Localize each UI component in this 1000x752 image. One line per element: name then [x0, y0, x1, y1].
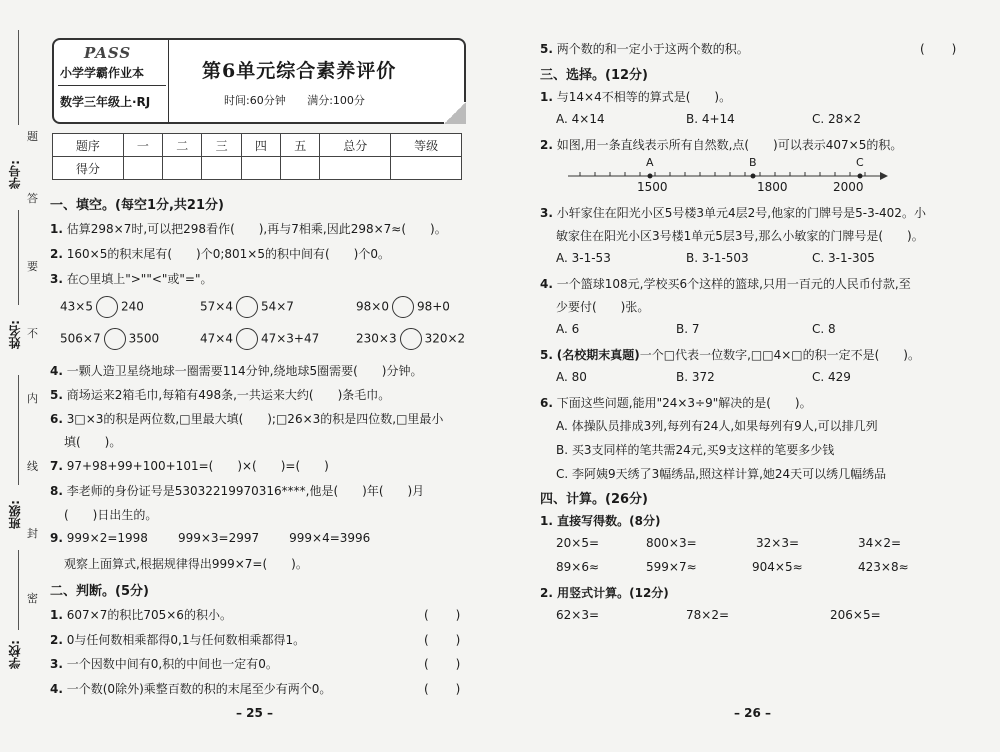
score-cell[interactable] [320, 157, 391, 180]
exam-info [224, 92, 365, 108]
question [50, 245, 390, 262]
section-heading: 二、判断。(5分) [50, 584, 149, 599]
option[interactable]: C. 李阿姨9天绣了3幅绣品,照这样计算,她24天可以绣几幅绣品 [556, 467, 887, 481]
answer-blank[interactable]: ( ) [424, 608, 462, 622]
question-cont: 敏家住在阳光小区3号楼1单元5层3号,那么小敏家的门牌号是( )。 [556, 229, 924, 243]
tick-label: 1800 [757, 180, 788, 194]
question-number: 1. [540, 90, 553, 104]
seal-char: 不 [27, 327, 38, 340]
question-text: 0与任何数相乘都得0,1与任何数相乘都得1。 [66, 633, 306, 647]
option[interactable]: B. 7 [676, 322, 700, 336]
name-label: 姓名: [8, 320, 22, 349]
subsection-heading [540, 584, 669, 601]
seal-char: 要 [27, 260, 38, 273]
score-cell[interactable] [241, 157, 280, 180]
answer-circle[interactable] [236, 328, 258, 350]
question-number: 4. [50, 364, 63, 378]
margin-line [18, 375, 19, 485]
section-heading: 四、计算。(26分) [540, 492, 648, 507]
option[interactable]: A. 6 [556, 322, 580, 336]
margin-line [18, 30, 19, 125]
question-number: 2. [50, 633, 63, 647]
time-limit: 时间:60分钟 [224, 94, 286, 107]
table-cell: 题序 [53, 134, 124, 157]
seal-char: 线 [27, 460, 38, 473]
answer-circle[interactable] [392, 296, 414, 318]
option[interactable]: B. 372 [676, 370, 715, 384]
question-number: 2. [50, 247, 63, 261]
question-number: 1. [540, 514, 553, 528]
expr: 57×4 [200, 299, 233, 314]
judge-item [50, 680, 331, 697]
question-number: 3. [540, 206, 553, 220]
question-text: 估算298×7时,可以把298看作( ),再与7相乘,因此298×7≈( )。 [66, 222, 447, 236]
full-score: 满分:100分 [307, 94, 365, 107]
point-a [648, 174, 653, 179]
question [540, 204, 926, 221]
equation: 999×2=1998 [66, 531, 148, 545]
student-id-label: 学号: [8, 160, 22, 189]
question-number: 6. [540, 396, 553, 410]
question-text: 小轩家住在阳光小区5号楼3单元4层2号,他家的门牌号是5-3-402。小 [556, 206, 926, 220]
question-text: 一个篮球108元,学校买6个这样的篮球,只用一百元的人民币付款,至 [556, 277, 911, 291]
page-title: 第6单元综合素养评价 [202, 60, 397, 82]
question [50, 270, 213, 287]
calc-item[interactable]: 904×5≈ [752, 560, 803, 574]
equation: 999×3=2997 [177, 531, 260, 545]
question-text: 一个因数中间有0,积的中间也一定有0。 [66, 657, 278, 671]
table-cell: 四 [241, 134, 280, 157]
option[interactable]: B. 3-1-503 [686, 251, 749, 265]
section-heading: 三、选择。(12分) [540, 68, 648, 83]
question-text: 商场运来2箱毛巾,每箱有498条,一共运来大约( )条毛巾。 [66, 388, 391, 402]
margin-line [18, 210, 19, 305]
compare-item [60, 296, 144, 318]
question-text: 一个数(0除外)乘整百数的积的末尾至少有两个0。 [66, 682, 332, 696]
question-text: 607×7的积比705×6的积小。 [66, 608, 232, 622]
option[interactable]: A. 4×14 [556, 112, 605, 126]
section-heading: 一、填空。(每空1分,共21分) [50, 198, 224, 213]
option[interactable]: A. 体操队员排成3列,每列有24人,如果每列有9人,可以排几列 [556, 419, 878, 433]
question [50, 531, 370, 545]
page-number: – 25 – [236, 706, 274, 720]
answer-blank[interactable]: ( ) [920, 42, 958, 56]
calc-item[interactable]: 62×3= [556, 608, 600, 622]
expr: 54×7 [260, 299, 294, 314]
question-number: 4. [50, 682, 63, 696]
question-text: 下面这些问题,能用"24×3÷9"解决的是( )。 [556, 396, 812, 410]
answer-blank[interactable]: ( ) [424, 657, 462, 671]
point-b [751, 174, 756, 179]
answer-circle[interactable] [104, 328, 126, 350]
calc-item[interactable]: 599×7≈ [646, 560, 697, 574]
expr: 506×7 [60, 331, 101, 346]
compare-item [200, 328, 319, 350]
question [540, 394, 812, 411]
option[interactable]: C. 3-1-305 [812, 251, 875, 265]
header-divider [58, 85, 166, 86]
compare-item [60, 328, 159, 350]
table-cell: 三 [202, 134, 241, 157]
calc-item[interactable]: 800×3= [646, 536, 697, 550]
page-curl [444, 102, 466, 124]
grade-label: 数学三年级上·RJ [60, 95, 151, 109]
question [540, 275, 911, 292]
question-number: 8. [50, 484, 63, 498]
question-text: 160×5的积末尾有( )个0;801×5的积中间有( )个0。 [66, 247, 390, 261]
option[interactable]: B. 买3支同样的笔共需24元,买9支这样的笔要多少钱 [556, 443, 835, 457]
calc-item[interactable]: 206×5= [830, 608, 881, 622]
question-number: 5. [540, 348, 553, 362]
question-text: 3□×3的积是两位数,□里最大填( );□26×3的积是四位数,□里最小 [66, 412, 444, 426]
seal-char: 封 [27, 527, 38, 540]
expr: 98×0 [356, 299, 389, 314]
unit-header [52, 38, 466, 124]
tick-label: 1500 [637, 180, 668, 194]
point-c [858, 174, 863, 179]
expr: 98+0 [416, 299, 450, 314]
expr: 320×2 [424, 331, 466, 346]
score-cell[interactable] [281, 157, 320, 180]
question [50, 220, 447, 237]
question [50, 457, 329, 474]
question-text: 在○里填上">""<"或"="。 [66, 272, 213, 286]
page-number: – 26 – [734, 706, 772, 720]
question-text: 如图,用一条直线表示所有自然数,点( )可以表示407×5的积。 [556, 138, 903, 152]
header-divider [168, 40, 169, 122]
table-cell: 一 [123, 134, 162, 157]
option[interactable]: C. 8 [812, 322, 836, 336]
school-label: 学校: [8, 640, 22, 669]
source-tag: (名校期末真题) [556, 348, 640, 362]
table-cell: 二 [163, 134, 202, 157]
question-number: 3. [50, 272, 63, 286]
table-row [53, 157, 462, 180]
question-text: 两个数的和一定小于这两个数的积。 [556, 42, 749, 56]
seal-char: 答 [27, 192, 38, 205]
option[interactable]: C. 429 [812, 370, 851, 384]
seal-char: 内 [27, 392, 38, 405]
table-cell: 等级 [391, 134, 462, 157]
expr: 3500 [128, 331, 160, 346]
answer-circle[interactable] [400, 328, 422, 350]
question-cont: 少要付( )张。 [556, 300, 650, 314]
calc-item[interactable]: 20×5= [556, 536, 600, 550]
calc-item[interactable]: 34×2= [858, 536, 902, 550]
tick-label: 2000 [833, 180, 864, 194]
question-number: 2. [540, 586, 553, 600]
expr: 43×5 [60, 299, 93, 314]
question-text: 用竖式计算。(12分) [557, 586, 669, 600]
compare-item [356, 328, 465, 350]
score-cell[interactable] [163, 157, 202, 180]
point-label: C [856, 156, 864, 169]
question-number: 1. [50, 222, 63, 236]
answer-circle[interactable] [236, 296, 258, 318]
question-number: 4. [540, 277, 553, 291]
question-cont: 观察上面算式,根据规律得出999×7=( )。 [64, 557, 308, 571]
expr: 47×3+47 [260, 331, 320, 346]
judge-item [50, 606, 232, 623]
question [50, 386, 390, 403]
question-number: 2. [540, 138, 553, 152]
binding-margin [0, 30, 40, 710]
answer-blank[interactable]: ( ) [424, 682, 462, 696]
calc-item[interactable]: 89×6≈ [556, 560, 600, 574]
question-cont: ( )日出生的。 [64, 508, 158, 522]
question-text: 一颗人造卫星绕地球一圈需要114分钟,绕地球5圈需要( )分钟。 [66, 364, 423, 378]
question-text: 直接写得数。(8分) [557, 514, 661, 528]
seal-char: 题 [27, 130, 38, 143]
calc-item[interactable]: 423×8≈ [858, 560, 909, 574]
question [540, 346, 920, 363]
point-label: B [749, 156, 757, 169]
calc-item[interactable]: 78×2= [686, 608, 730, 622]
question-number: 3. [50, 657, 63, 671]
compare-item [200, 296, 294, 318]
table-cell: 总分 [320, 134, 391, 157]
question-cont: 填( )。 [64, 435, 122, 449]
table-cell: 五 [281, 134, 320, 157]
table-row [53, 134, 462, 157]
option[interactable]: A. 80 [556, 370, 587, 384]
score-table [52, 133, 462, 180]
pass-logo: PASS [84, 44, 132, 62]
question-number: 6. [50, 412, 63, 426]
judge-item [540, 40, 749, 57]
question [50, 482, 424, 499]
option[interactable]: A. 3-1-53 [556, 251, 611, 265]
equation: 999×4=3996 [289, 531, 371, 545]
question [50, 362, 422, 379]
question-number: 5. [540, 42, 553, 56]
table-cell: 得分 [53, 157, 124, 180]
question [50, 410, 443, 427]
question [540, 136, 902, 153]
option[interactable]: C. 28×2 [812, 112, 861, 126]
question-text: 97+98+99+100+101=( )×( )=( ) [66, 459, 329, 473]
question-text: 一个□代表一位数字,□□4×□的积一定不是( )。 [639, 348, 920, 362]
score-cell[interactable] [391, 157, 462, 180]
judge-item [50, 655, 278, 672]
score-cell[interactable] [202, 157, 241, 180]
class-label: 班级: [8, 500, 22, 529]
subsection-heading [540, 512, 660, 529]
question-text: 与14×4不相等的算式是( )。 [556, 90, 732, 104]
score-cell[interactable] [123, 157, 162, 180]
point-label: A [646, 156, 654, 169]
expr: 230×3 [356, 331, 397, 346]
question-number: 7. [50, 459, 63, 473]
question-text: 李老师的身份证号是53032219970316****,他是( )年( )月 [66, 484, 425, 498]
expr: 240 [120, 299, 144, 314]
option[interactable]: B. 4+14 [686, 112, 735, 126]
question-number: 9. [50, 531, 63, 545]
seal-char: 密 [27, 592, 38, 605]
answer-blank[interactable]: ( ) [424, 633, 462, 647]
question-number: 5. [50, 388, 63, 402]
compare-item [356, 296, 450, 318]
question [540, 88, 731, 105]
expr: 47×4 [200, 331, 233, 346]
answer-circle[interactable] [96, 296, 118, 318]
judge-item [50, 631, 305, 648]
brand-name: 小学学霸作业本 [60, 66, 145, 80]
calc-item[interactable]: 32×3= [756, 536, 800, 550]
margin-line [18, 550, 19, 630]
question-number: 1. [50, 608, 63, 622]
